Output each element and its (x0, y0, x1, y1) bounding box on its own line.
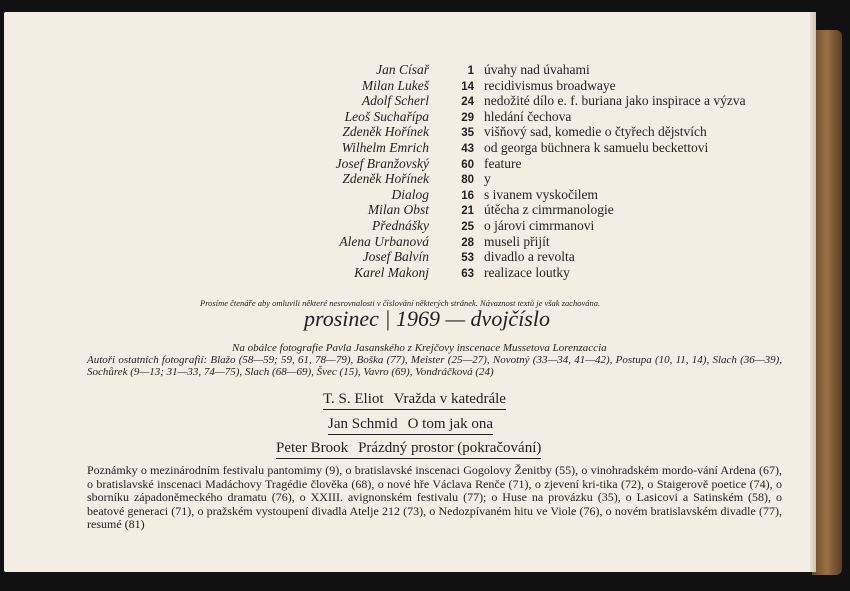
toc-title: realizace loutky (484, 264, 570, 280)
feature-item (323, 391, 506, 410)
toc-page: 29 (461, 111, 474, 124)
toc-row (294, 202, 746, 218)
toc-page: 28 (461, 236, 474, 249)
toc-author: Milan Obst (367, 202, 429, 218)
book-cover-edge (812, 30, 842, 575)
toc-author: Alena Urbanová (339, 233, 429, 249)
toc-title: y (484, 171, 491, 187)
toc-row (294, 62, 746, 78)
toc-page: 35 (461, 127, 474, 140)
toc-title: hledání čechova (484, 108, 572, 124)
toc-title: nedožité dílo e. f. buriana jako inspirace a výzva (484, 93, 746, 109)
toc-author: Josef Balvín (362, 249, 429, 265)
toc-row (294, 109, 746, 125)
feature-author: Peter Brook (276, 440, 349, 456)
toc-row (294, 171, 746, 187)
toc-title: recidivismus broadwaye (484, 77, 616, 93)
toc-page: 16 (461, 189, 474, 202)
feature-title: Vražda v katedrále (393, 391, 506, 407)
toc-row (294, 249, 746, 265)
toc-title: feature (484, 155, 522, 171)
photo-credits: Autoři ostatních fotografií: Blažo (58—59; 59, 61, 78—79), Boška (77), Meister (25—27), Novotný (33—34, 41—42), Postupa (10, 11, 14), Slach (36—39), Sochůrek (9—13; 31—33, 74—75), Slach (68—69), Švec (15), Vavro (69), Vondráčková (24) (87, 354, 782, 378)
toc-row (294, 140, 746, 156)
toc-row (294, 187, 746, 203)
toc-page: 53 (461, 252, 474, 265)
toc-title: útěcha z cimrmanologie (484, 202, 614, 218)
cover-photo-credit: Na obálce fotografie Pavla Jasanského z Krejčovy inscenace Mussetova Lorenzaccia (232, 342, 607, 354)
feature-item (276, 440, 541, 459)
toc-title: višňový sad, komedie o čtyřech dějstvích (484, 124, 707, 140)
toc-page: 25 (461, 220, 474, 233)
other-notes: Poznámky o mezinárodním festivalu pantomimy (9), o bratislavské inscenaci Gogolovy Ženitby (55), o vinohradském mordo-vání Ardena (67), o bratislavské inscenaci Madáchovy Tragédie člověka (68), o nové hře Václava Renče (71), o zjevení kri-tika (72), o Staigerově poetice (74), o sborníku západoněmeckého dramatu (76), o XXIII. avignonském festivalu (77); o Huse na provázku (35), o Lasicovi a Satinském (58), o beatové generaci (71), o pražském vystoupení divadla Atelje 212 (73), o Nedozpívaném hitu ve Viole (76), o novém bratislavském divadle (77), resumé (81) (87, 463, 782, 531)
toc-title: úvahy nad úvahami (484, 62, 590, 77)
toc-author: Wilhelm Emrich (341, 139, 429, 155)
toc-title: s ivanem vyskočilem (484, 186, 598, 202)
toc-page: 60 (461, 158, 474, 171)
feature-title: O tom jak ona (407, 416, 493, 432)
toc-author: Dialog (391, 186, 429, 202)
toc-row (294, 156, 746, 172)
toc-author: Adolf Scherl (361, 93, 429, 109)
toc-page: 1 (467, 65, 474, 77)
pagination-note: Prosíme čtenáře aby omluvili některé nesrovnalosti v číslování některých stránek. Návaznost textů je však zachována. (200, 298, 601, 308)
toc-row (294, 234, 746, 250)
toc-page: 24 (461, 96, 474, 109)
toc-page: 14 (461, 80, 474, 93)
toc-page: 43 (461, 142, 474, 155)
table-of-contents (294, 62, 746, 280)
issue-heading: prosinec | 1969 — dvojčíslo (304, 306, 550, 331)
toc-title: museli přijít (484, 233, 550, 249)
toc-title: o járovi cimrmanovi (484, 217, 595, 233)
toc-author: Josef Branžovský (335, 155, 429, 171)
toc-author: Karel Makonj (354, 264, 429, 280)
contents-page (4, 12, 816, 572)
toc-page: 80 (461, 174, 474, 187)
feature-author: Jan Schmid (328, 416, 398, 432)
toc-row (294, 93, 746, 109)
toc-author: Zdeněk Hořínek (342, 124, 429, 140)
toc-row (294, 78, 746, 94)
toc-title: od georga büchnera k samuelu beckettovi (484, 139, 709, 155)
toc-author: Přednášky (372, 217, 429, 233)
toc-author: Milan Lukeš (361, 77, 429, 93)
toc-page: 21 (461, 205, 474, 218)
toc-row (294, 124, 746, 140)
toc-page: 63 (461, 267, 474, 280)
toc-row (294, 218, 746, 234)
toc-author: Jan Císař (376, 62, 429, 77)
feature-item (328, 416, 493, 435)
feature-author: T. S. Eliot (323, 391, 384, 407)
toc-title: divadlo a revolta (484, 249, 575, 265)
page-edge (810, 12, 816, 572)
feature-title: Prázdný prostor (pokračování) (358, 440, 542, 456)
toc-author: Zdeněk Hořínek (342, 171, 429, 187)
toc-row (294, 265, 746, 281)
toc-author: Leoš Suchařípa (344, 108, 429, 124)
